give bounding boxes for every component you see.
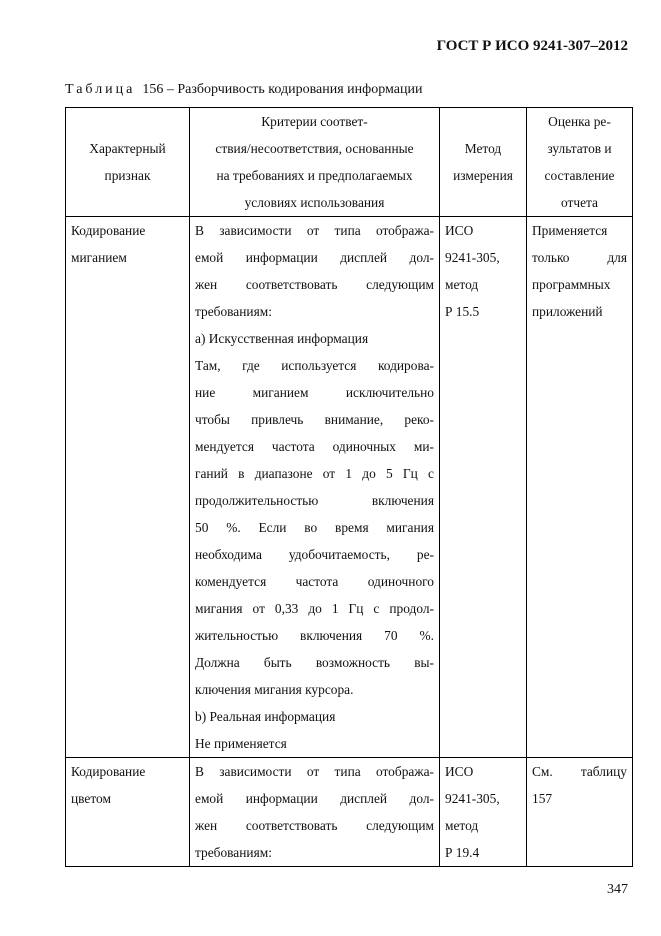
table-caption <box>65 82 422 98</box>
header-line: Оценка ре- <box>548 114 611 129</box>
cell-evaluation <box>527 758 633 867</box>
header-line: на требованиях и предполагаемых <box>216 168 413 183</box>
table-row <box>66 217 633 758</box>
cell-line: жительностью включения 70 %. <box>195 628 434 643</box>
header-line: Критерии соответ- <box>261 114 368 129</box>
cell-line: 50 %. Если во время мигания <box>195 520 434 535</box>
cell-line: комендуется частота одиночного <box>195 574 434 589</box>
header-line: составление <box>544 168 615 183</box>
cell-method <box>440 217 527 758</box>
cell-line: Должна быть возможность вы- <box>195 655 434 670</box>
cell-line: необходима удобочитаемость, ре- <box>195 547 434 562</box>
header-line: отчета <box>560 195 598 210</box>
cell-line: емой информации дисплей дол- <box>195 791 434 806</box>
cell-line: ИСО <box>445 764 474 779</box>
cell-line: Р 15.5 <box>445 304 480 319</box>
header-line: Метод <box>464 141 502 156</box>
header-line: условиях использования <box>244 195 385 210</box>
cell-line: мендуется частота одиночных ми- <box>195 439 434 454</box>
cell-criteria <box>190 217 440 758</box>
cell-line: ключения мигания курсора. <box>195 682 354 697</box>
cell-line: программных <box>532 277 611 292</box>
cell-line: a) Искусственная информация <box>195 331 369 346</box>
cell-line: Кодирование <box>71 764 146 779</box>
header-method <box>440 108 527 217</box>
cell-line: ганий в диапазоне от 1 до 5 Гц с <box>195 466 434 481</box>
cell-method <box>440 758 527 867</box>
cell-line: В зависимости от типа отобража- <box>195 223 434 238</box>
cell-line: Не применяется <box>195 736 287 751</box>
cell-line: 9241-305, <box>445 250 500 265</box>
cell-line: Кодирование <box>71 223 146 238</box>
cell-line: мигания от 0,33 до 1 Гц с продол- <box>195 601 434 616</box>
cell-line: 157 <box>532 791 553 806</box>
header-criteria <box>190 108 440 217</box>
document-header: ГОСТ Р ИСО 9241-307–2012 <box>436 38 628 54</box>
cell-line: Р 19.4 <box>445 845 480 860</box>
cell-line: цветом <box>71 791 111 806</box>
table-caption-text: 156 – Разборчивость кодирования информации <box>142 82 423 97</box>
cell-line: 9241-305, <box>445 791 500 806</box>
cell-line: Применяется <box>532 223 608 238</box>
cell-line: требованиям: <box>195 304 272 319</box>
cell-line: продолжительностью включения <box>195 493 434 508</box>
cell-line: В зависимости от типа отобража- <box>195 764 434 779</box>
header-line: ствия/несоответствия, основанные <box>215 141 414 156</box>
cell-feature <box>66 217 190 758</box>
header-evaluation <box>527 108 633 217</box>
header-line: Характерный <box>89 141 166 156</box>
cell-line: жен соответствовать следующим <box>195 818 434 833</box>
cell-line: жен соответствовать следующим <box>195 277 434 292</box>
table-caption-label: Таблица <box>65 82 136 97</box>
header-line: измерения <box>453 168 513 183</box>
cell-line: Там, где используется кодирова- <box>195 358 434 373</box>
cell-line: ИСО <box>445 223 474 238</box>
cell-evaluation <box>527 217 633 758</box>
cell-feature <box>66 758 190 867</box>
cell-line: метод <box>445 818 479 833</box>
cell-line: ние миганием исключительно <box>195 385 434 400</box>
cell-line: миганием <box>71 250 127 265</box>
cell-line: требованиям: <box>195 845 272 860</box>
header-line: признак <box>104 168 151 183</box>
requirements-table <box>65 107 633 867</box>
cell-line: b) Реальная информация <box>195 709 336 724</box>
cell-line: метод <box>445 277 479 292</box>
cell-line: только для <box>532 250 627 265</box>
header-line: зультатов и <box>547 141 612 156</box>
cell-line: приложений <box>532 304 603 319</box>
page-number: 347 <box>607 882 628 897</box>
header-feature <box>66 108 190 217</box>
cell-criteria <box>190 758 440 867</box>
cell-line: См. таблицу <box>532 764 627 779</box>
table-row <box>66 758 633 867</box>
table-header-row <box>66 108 633 217</box>
cell-line: емой информации дисплей дол- <box>195 250 434 265</box>
cell-line: чтобы привлечь внимание, реко- <box>195 412 434 427</box>
